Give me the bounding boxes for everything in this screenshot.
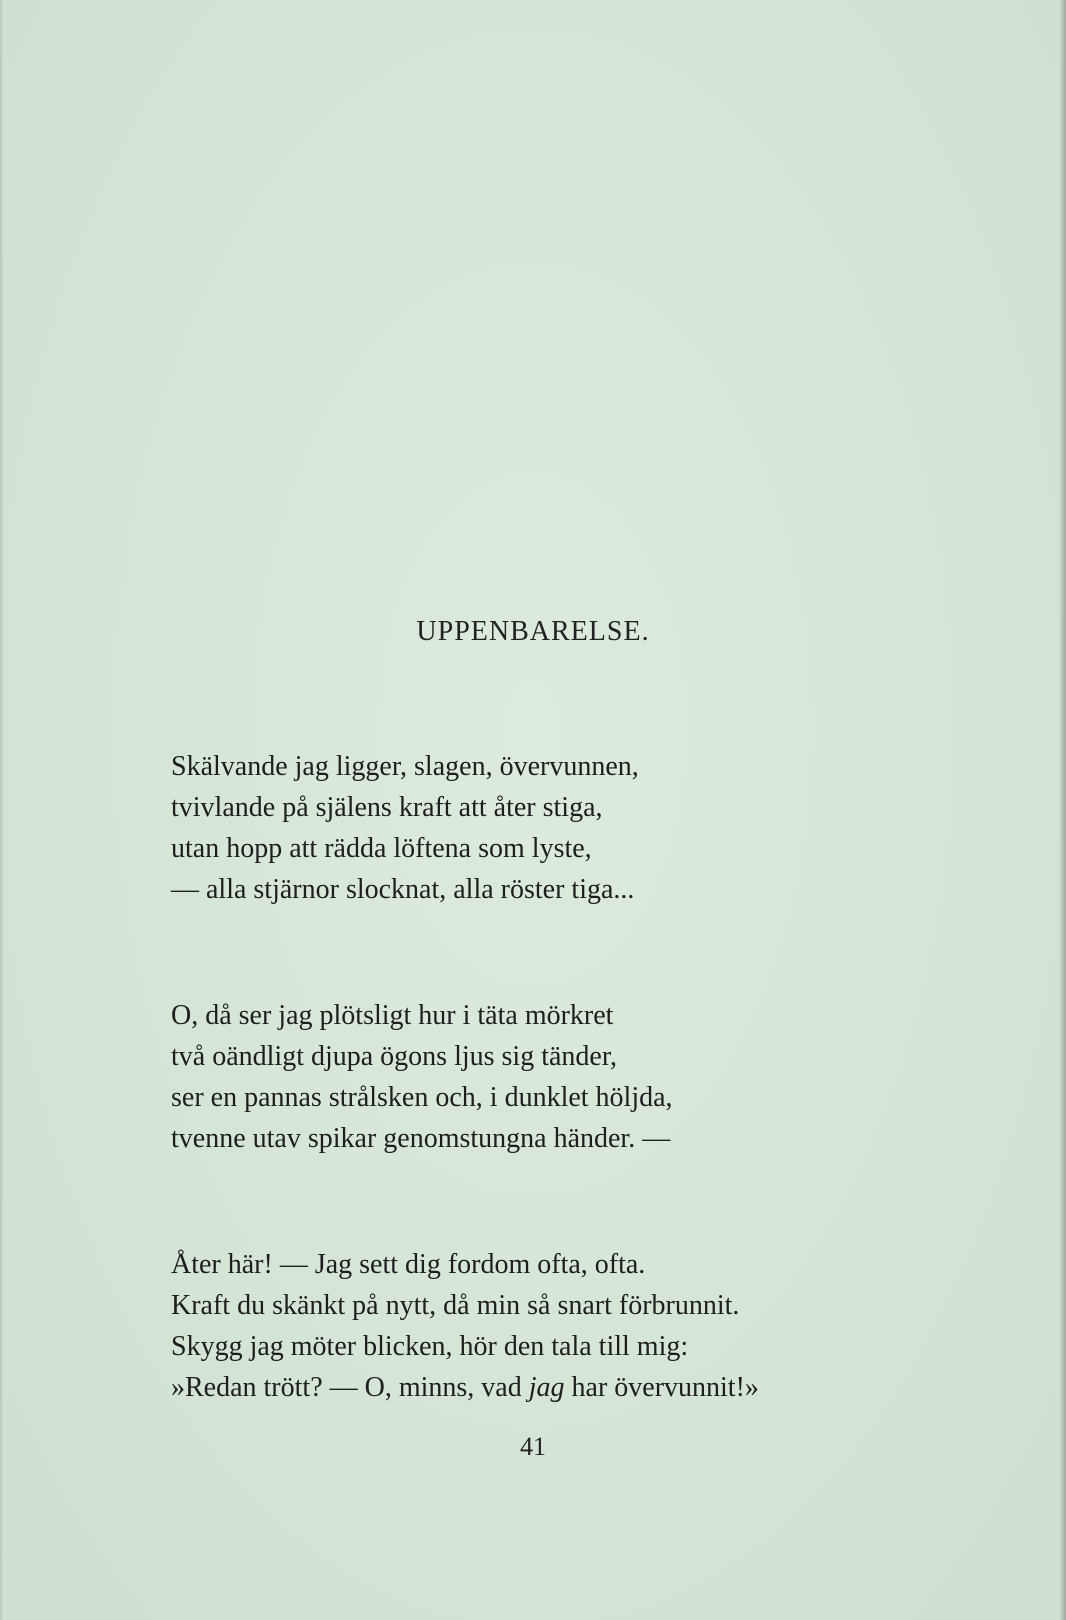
stanza-2 — [171, 995, 759, 1159]
stanza-1 — [171, 746, 759, 910]
poem-line: tvivlande på själens kraft att åter stiga, — [171, 792, 603, 823]
emphasized-word: jag — [528, 1372, 565, 1403]
poem-line: — alla stjärnor slocknat, alla röster tiga... — [171, 874, 635, 905]
poem-line: Skygg jag möter blicken, hör den tala till mig: — [171, 1331, 689, 1362]
poem-line: utan hopp att rädda löftena som lyste, — [171, 833, 592, 864]
poem-line: Skälvande jag ligger, slagen, övervunnen, — [171, 751, 639, 782]
stanza-3 — [171, 1244, 759, 1408]
poem-line-last — [171, 1367, 759, 1408]
last-line-end: har övervunnit!» — [564, 1372, 759, 1403]
page-right-edge — [1060, 0, 1066, 1620]
poem-body — [171, 746, 759, 1493]
page-number: 41 — [520, 1432, 546, 1461]
poem-line: Kraft du skänkt på nytt, då min så snart förbrunnit. — [171, 1290, 740, 1321]
page-left-edge — [0, 0, 4, 1620]
last-line-start: »Redan trött? — O, minns, vad — [171, 1372, 529, 1403]
poem-line: Åter här! — Jag sett dig fordom ofta, ofta. — [171, 1249, 646, 1280]
poem-line: två oändligt djupa ögons ljus sig tänder, — [171, 1041, 618, 1072]
poem-title: UPPENBARELSE. — [416, 616, 650, 647]
poem-line: tvenne utav spikar genomstungna händer. — — [171, 1123, 671, 1154]
poem-line: O, då ser jag plötsligt hur i täta mörkret — [171, 1000, 614, 1031]
poem-line: ser en pannas strålsken och, i dunklet höljda, — [171, 1082, 673, 1113]
